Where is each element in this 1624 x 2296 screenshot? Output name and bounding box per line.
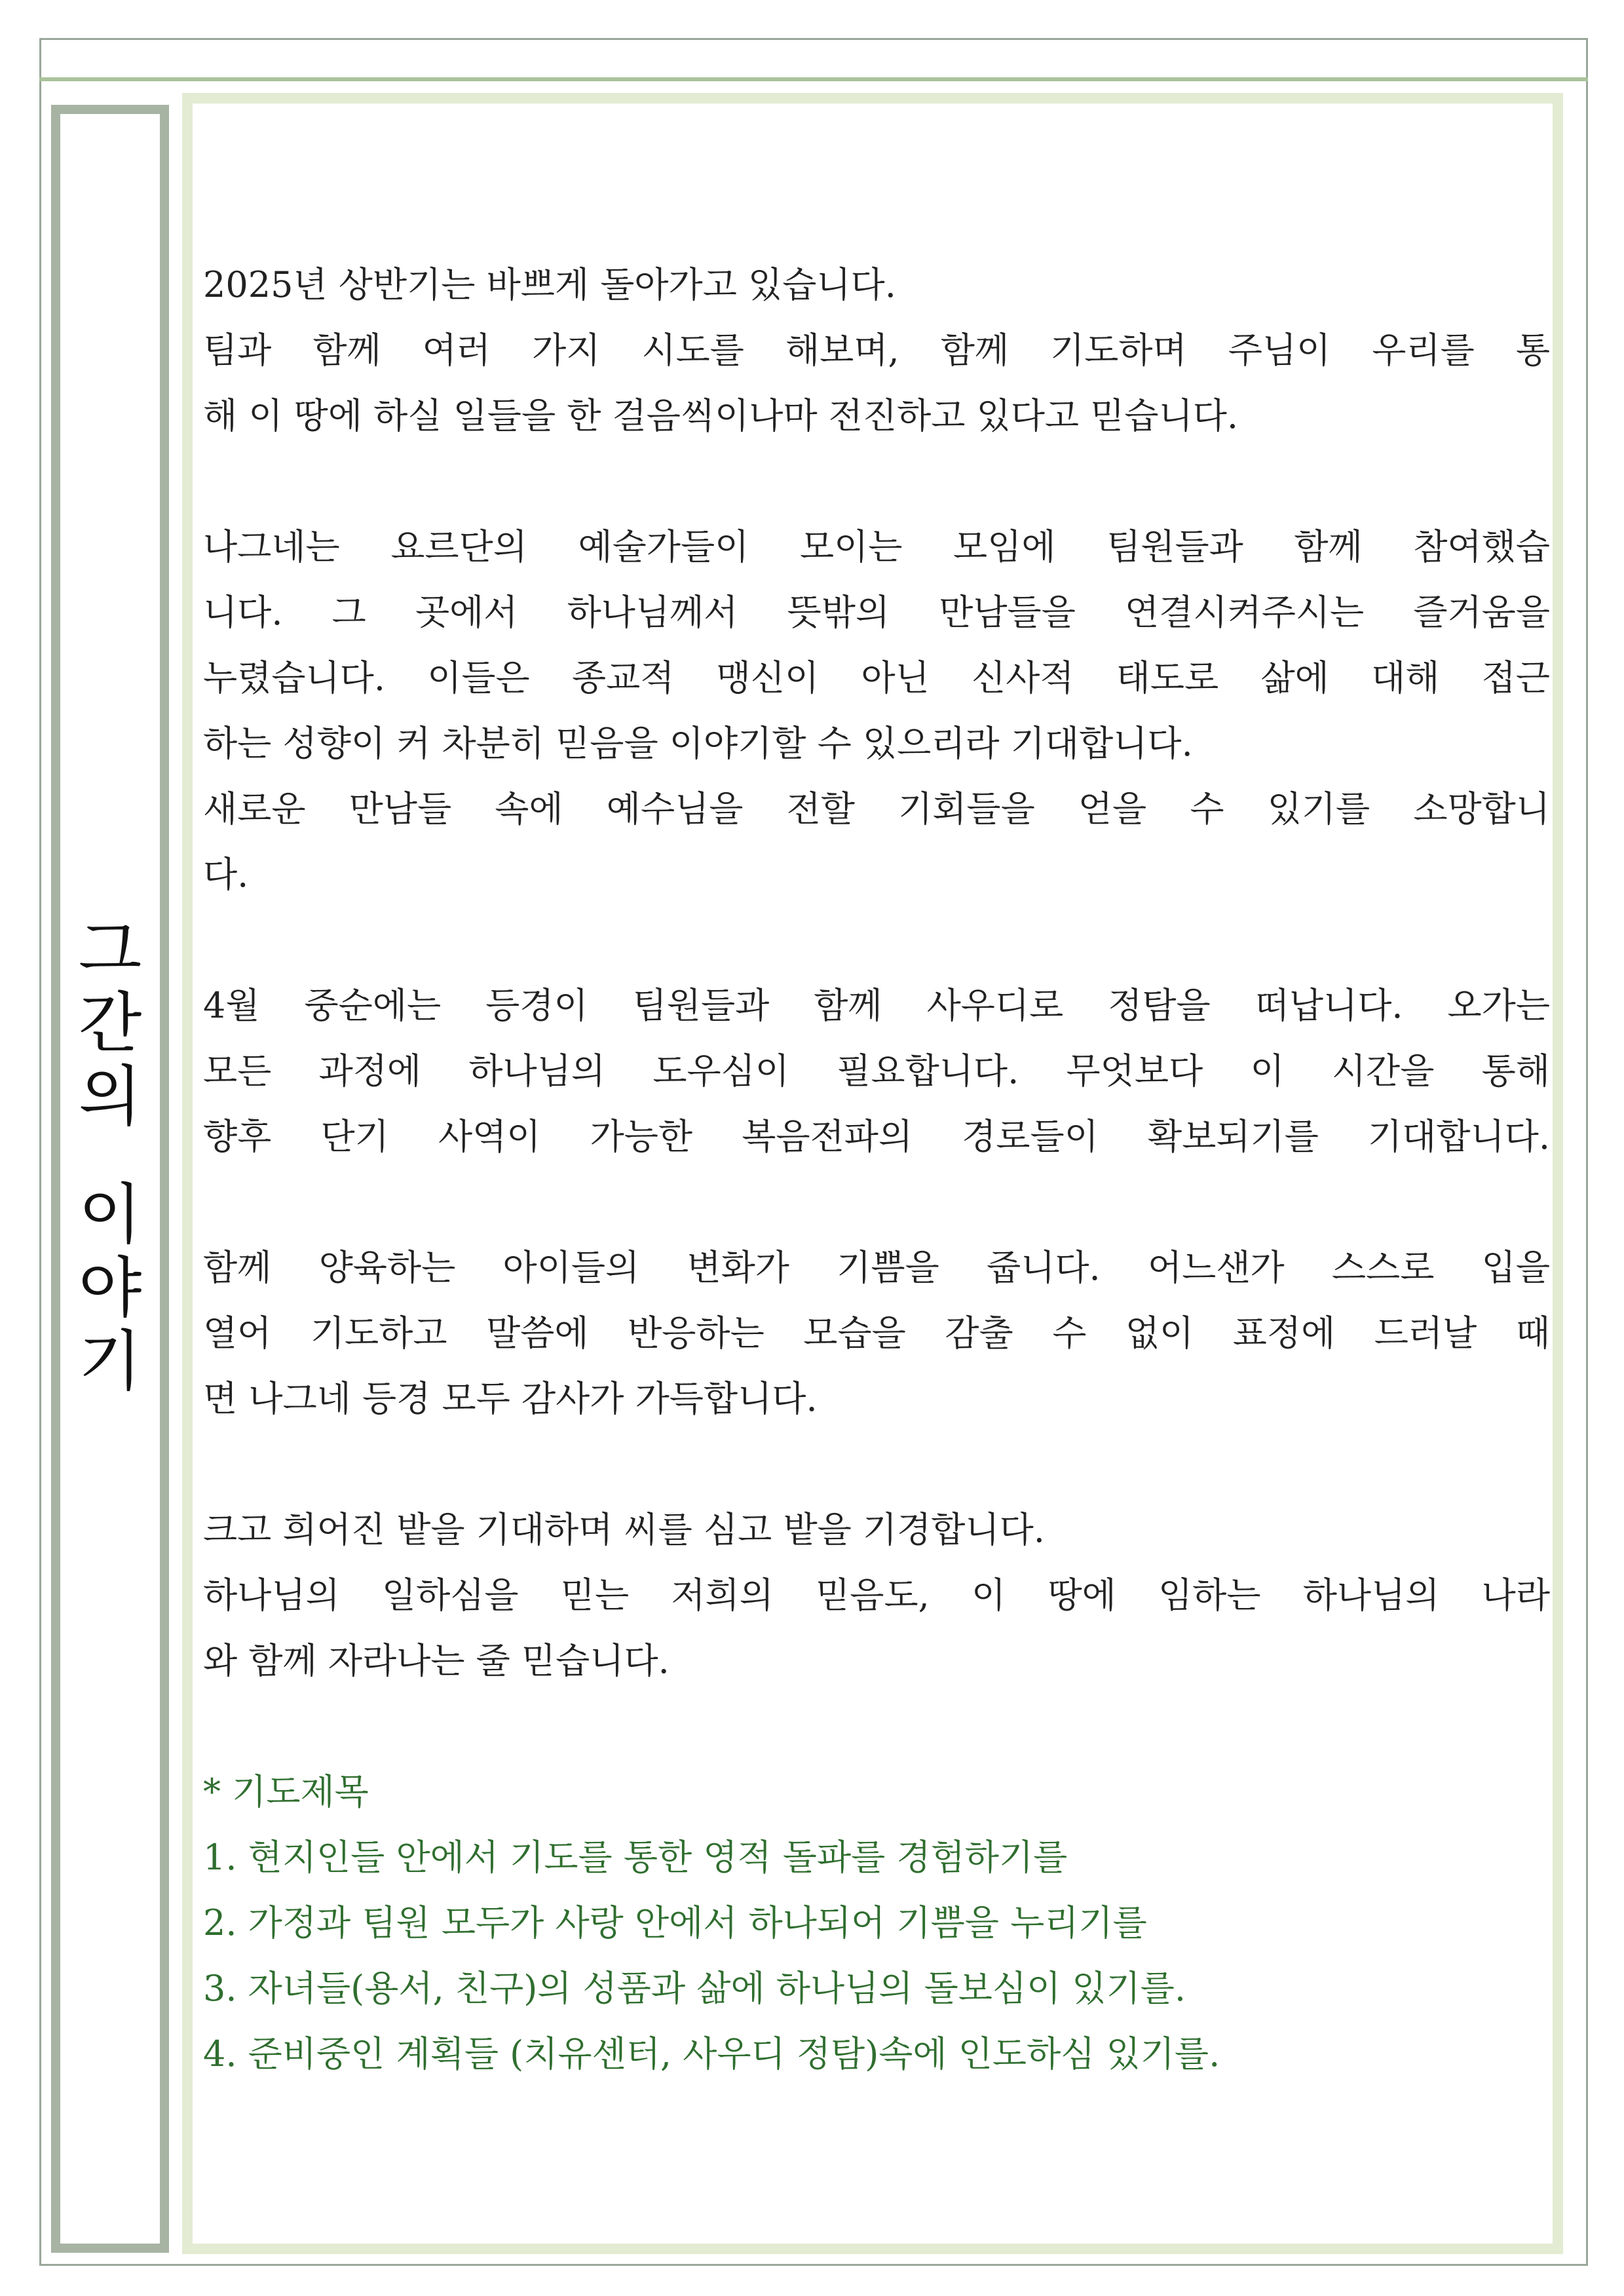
prayer-item: 4. 준비중인 계획들 (치유센터, 사우디 정탐)속에 인도하심 있기를. <box>203 2033 1220 2075</box>
paragraph <box>203 1235 1550 1432</box>
paragraph-line: 면 나그네 등경 모두 감사가 가득합니다. <box>203 1378 818 1419</box>
paragraph-line: 크고 희어진 밭을 기대하며 씨를 심고 밭을 기경합니다. <box>203 1509 1045 1550</box>
side-title-char: 그 <box>78 911 142 988</box>
paragraph <box>203 1497 1550 1694</box>
paragraph-line: 누렸습니다. 이들은 종교적 맹신이 아닌 신사적 태도로 삶에 대해 접근 <box>203 657 1550 698</box>
side-title-char: 야 <box>78 1250 142 1326</box>
prayer-item: 1. 현지인들 안에서 기도를 통한 영적 돌파를 경험하기를 <box>203 1837 1068 1878</box>
prayer-heading: * 기도제목 <box>203 1771 369 1812</box>
paragraph-line: 하나님의 일하심을 믿는 저희의 믿음도, 이 땅에 임하는 하나님의 나라 <box>203 1575 1550 1616</box>
letter-body <box>203 252 1550 2087</box>
content-box <box>182 93 1563 2254</box>
side-title-char: 이 <box>78 1176 142 1253</box>
paragraph-line: 해 이 땅에 하실 일들을 한 걸음씩이나마 전진하고 있다고 믿습니다. <box>203 395 1239 436</box>
paragraph-line: 새로운 만남들 속에 예수님을 전할 기회들을 얻을 수 있기를 소망합니 <box>203 788 1550 830</box>
paragraph-line: 향후 단기 사역이 가능한 복음전파의 경로들이 확보되기를 기대합니다. <box>203 1116 1550 1157</box>
side-title-box <box>51 105 169 2253</box>
paragraph-spacer <box>203 1694 1550 1759</box>
paragraph-line: 나그네는 요르단의 예술가들이 모이는 모임에 팀원들과 함께 참여했습 <box>203 526 1550 567</box>
paragraph-line: 와 함께 자라나는 줄 믿습니다. <box>203 1640 670 1681</box>
paragraph-line: 4월 중순에는 등경이 팀원들과 함께 사우디로 정탐을 떠납니다. 오가는 <box>203 985 1550 1026</box>
side-title-char: 의 <box>78 1058 142 1135</box>
paragraph-spacer <box>203 1170 1550 1235</box>
paragraph <box>203 514 1550 908</box>
paragraph-line: 다. <box>203 854 249 895</box>
paragraph-line: 함께 양육하는 아이들의 변화가 기쁨을 줍니다. 어느샌가 스스로 입을 <box>203 1247 1550 1288</box>
side-title <box>60 913 160 1398</box>
paragraph-spacer <box>203 1432 1550 1497</box>
paragraph-line: 2025년 상반기는 바쁘게 돌아가고 있습니다. <box>203 264 896 305</box>
top-rule <box>39 77 1588 81</box>
prayer-item: 2. 가정과 팀원 모두가 사랑 안에서 하나되어 기쁨을 누리기를 <box>203 1902 1147 1943</box>
prayer-item: 3. 자녀들(용서, 친구)의 성품과 삶에 하나님의 돌보심이 있기를. <box>203 1968 1186 2009</box>
paragraph <box>203 973 1550 1170</box>
side-title-char: 기 <box>78 1323 142 1400</box>
paragraph-line: 열어 기도하고 말씀에 반응하는 모습을 감출 수 없이 표정에 드러날 때 <box>203 1312 1550 1354</box>
paragraph-line: 니다. 그 곳에서 하나님께서 뜻밖의 만남들을 연결시켜주시는 즐거움을 <box>203 592 1550 633</box>
paragraph-spacer <box>203 908 1550 973</box>
paragraph-line: 하는 성향이 커 차분히 믿음을 이야기할 수 있으리라 기대합니다. <box>203 723 1193 764</box>
paragraph-spacer <box>203 449 1550 514</box>
paragraph-line: 모든 과정에 하나님의 도우심이 필요합니다. 무엇보다 이 시간을 통해 <box>203 1050 1550 1092</box>
prayer-list <box>203 1759 1550 2087</box>
paragraph <box>203 252 1550 449</box>
paragraph-line: 팀과 함께 여러 가지 시도를 해보며, 함께 기도하며 주님이 우리를 통 <box>203 330 1550 371</box>
side-title-char: 간 <box>78 985 142 1062</box>
